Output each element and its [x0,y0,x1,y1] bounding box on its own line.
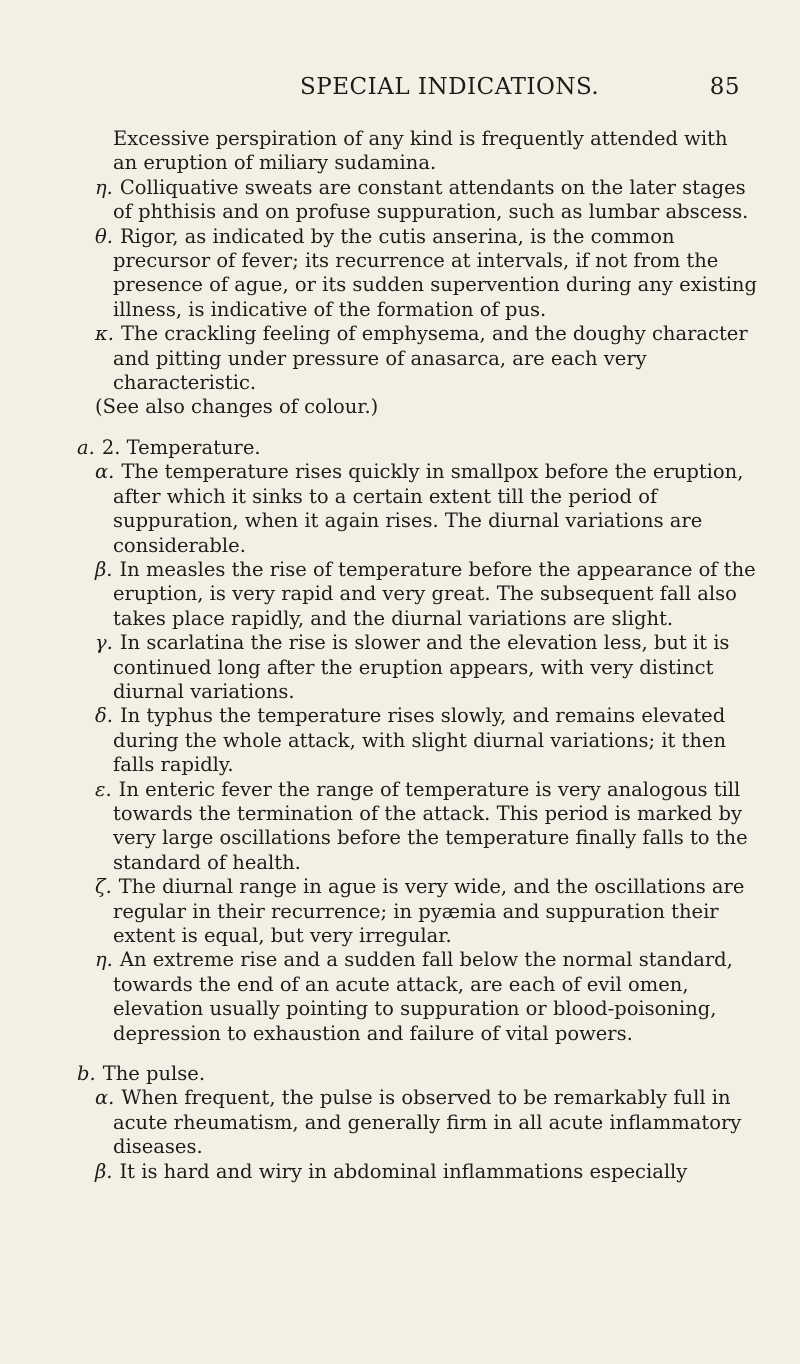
list-item [77,778,757,876]
item-label: β. [95,557,113,581]
paragraph-text: Excessive perspiration of any kind is frequently attended with an eruption of miliary sudamina. [113,127,728,175]
item-label: α. [95,1086,115,1110]
item-label: η. [95,948,113,972]
item-text: In scarlatina the rise is slower and the elevation less, but it is continued long after the eruption appears, with very distinct diurnal variations. [113,631,730,703]
item-text: In enteric fever the range of temperature is very analogous till towards the termination of the attack. This period is marked by very large oscillations before the temperature finally falls to the standard of health. [113,777,748,874]
list-item [77,460,757,558]
list-item [77,704,757,777]
section-heading-pulse [77,1062,757,1086]
item-text: An extreme rise and a sudden fall below the normal standard, towards the end of an acute attack, are each of evil omen, elevation usually pointing to suppuration or blood-poisoning, depression to exhaustion and failure of vital powers. [113,948,733,1045]
item-label: ε. [95,777,112,801]
running-title: SPECIAL INDICATIONS. [300,74,600,100]
paragraph [77,322,757,395]
item-text: It is hard and wiry in abdominal inflammations especially [119,1159,688,1183]
list-item [77,631,757,704]
list-item [77,948,757,1046]
item-label: θ. [95,224,113,248]
paragraph-text: Colliquative sweats are constant attendants on the later stages of phthisis and on profuse suppuration, such as lumbar abscess. [113,175,749,224]
section-title: 2. Temperature. [101,435,261,459]
section-heading-temperature [77,436,757,460]
section-label: b. [77,1062,96,1086]
list-item [77,1086,757,1159]
item-label: η. [95,175,113,199]
section-label: a. [77,435,95,459]
paragraph [77,176,757,225]
item-text: The temperature rises quickly in smallpox before the eruption, after which it sinks to a certain extent till the period of suppuration, when it again rises. The diurnal variations are considerable. [113,460,744,557]
paragraph-text: (See also changes of colour.) [95,395,379,419]
list-item [77,875,757,948]
page-body [77,127,757,1184]
item-label: γ. [95,631,113,655]
item-text: When frequent, the pulse is observed to be remarkably full in acute rheumatism, and generally firm in all acute inflammatory diseases. [113,1086,742,1159]
item-label: α. [95,460,115,484]
item-text: The diurnal range in ague is very wide, and the oscillations are regular in their recurrence; in pyæmia and suppuration their extent is equal, but very irregular. [113,875,745,947]
paragraph [77,395,757,419]
paragraph-text: Rigor, as indicated by the cutis anserina, is the common precursor of fever; its recurrence at intervals, if not from the presence of ague, or its sudden supervention during any existing illness, is indicative of the formation of pus. [113,224,757,321]
paragraph [77,127,757,176]
list-item [77,558,757,631]
list-item [77,1160,757,1184]
item-label: δ. [95,704,113,728]
paragraph-text: The crackling feeling of emphysema, and the doughy character and pitting under pressure of anasarca, are each very characteristic. [113,322,748,395]
item-label: β. [95,1159,113,1183]
item-label: ζ. [95,875,112,899]
page-number: 85 [709,74,740,100]
item-text: In typhus the temperature rises slowly, and remains elevated during the whole attack, with slight diurnal variations; it then falls rapidly. [113,704,727,777]
item-label: κ. [95,322,114,346]
paragraph [77,225,757,323]
item-text: In measles the rise of temperature before the appearance of the eruption, is very rapid and very great. The subsequent fall also takes place rapidly, and the diurnal variations are slight. [113,557,756,630]
section-title: The pulse. [102,1062,206,1086]
